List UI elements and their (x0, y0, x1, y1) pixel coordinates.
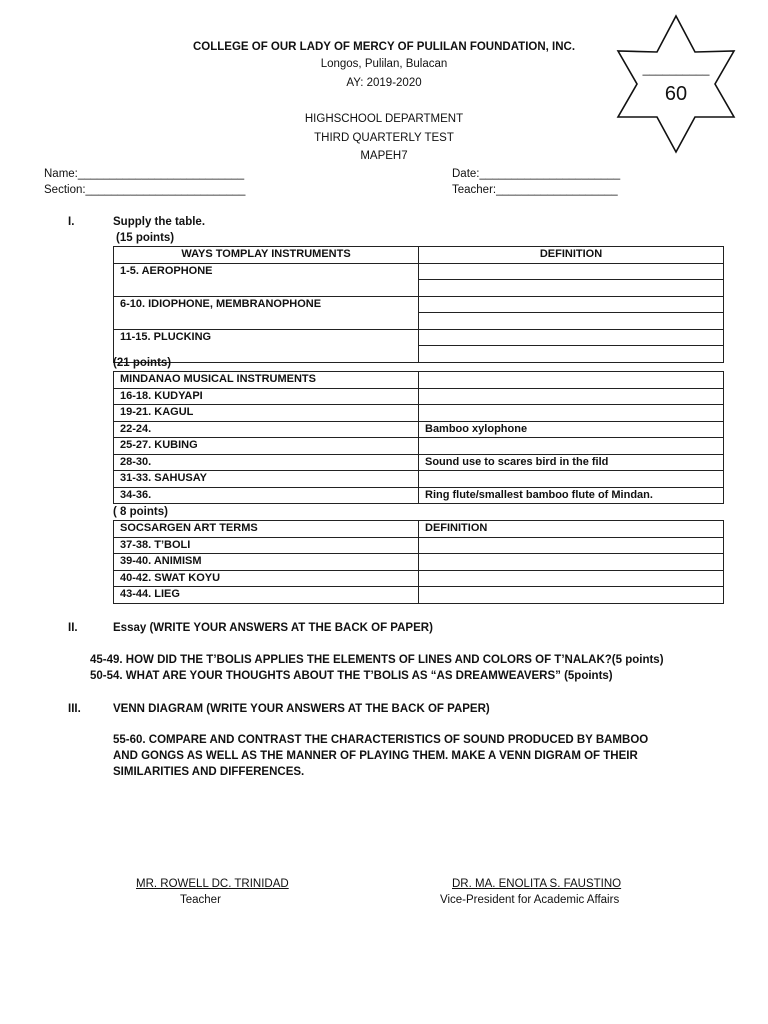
table-header-row (114, 247, 724, 264)
date-field[interactable]: Date:______________________ (452, 168, 621, 180)
teacher-signature-name: MR. ROWELL DC. TRINIDAD (136, 878, 289, 890)
department: HIGHSCHOOL DEPARTMENT (304, 113, 464, 125)
table-cell: Sound use to scares bird in the fild (419, 454, 724, 471)
table-row (114, 554, 724, 571)
table-cell: 1-5. AEROPHONE (114, 263, 419, 296)
answer-cell[interactable] (419, 296, 724, 313)
answer-cell[interactable]: 34-36. (114, 487, 419, 504)
answer-cell[interactable] (419, 313, 724, 330)
part1-points-c: ( 8 points) (113, 506, 168, 518)
answer-cell[interactable] (419, 346, 724, 363)
vp-signature-name: DR. MA. ENOLITA S. FAUSTINO (452, 878, 622, 890)
part1-number: I. (68, 216, 75, 228)
institution-address: Longos, Pulilan, Bulacan (320, 58, 448, 70)
table-row (114, 421, 724, 438)
essay-question-1: 45-49. HOW DID THE T’BOLIS APPLIES THE ELEMENTS OF LINES AND COLORS OF T’NALAK?(5 points) (90, 654, 664, 666)
section-field[interactable]: Section:_________________________ (44, 184, 246, 196)
part1-title: Supply the table. (113, 216, 206, 228)
answer-cell[interactable] (419, 438, 724, 455)
teacher-signature-role: Teacher (180, 894, 221, 906)
table-cell: 40-42. SWAT KOYU (114, 570, 419, 587)
answer-cell[interactable]: 28-30. (114, 454, 419, 471)
table-row (114, 454, 724, 471)
table-row (114, 329, 724, 346)
table-cell: 6-10. IDIOPHONE, MEMBRANOPHONE (114, 296, 419, 329)
answer-cell[interactable] (419, 554, 724, 571)
part3-title: VENN DIAGRAM (WRITE YOUR ANSWERS AT THE BACK OF PAPER) (113, 703, 490, 715)
table-row (114, 372, 724, 389)
table-row (114, 537, 724, 554)
essay-question-2: 50-54. WHAT ARE YOUR THOUGHTS ABOUT THE T’BOLIS AS “AS DREAMWEAVERS” (5points) (90, 670, 613, 682)
answer-cell[interactable] (419, 405, 724, 422)
answer-cell[interactable] (419, 570, 724, 587)
table-instruments-ways (113, 246, 724, 363)
table-row (114, 388, 724, 405)
teacher-field[interactable]: Teacher:___________________ (452, 184, 618, 196)
table-cell: 19-21. KAGUL (114, 405, 419, 422)
table-row (114, 438, 724, 455)
table-cell: 16-18. KUDYAPI (114, 388, 419, 405)
table-cell: 11-15. PLUCKING (114, 329, 419, 362)
table-header-row (114, 521, 724, 538)
table-cell: 37-38. T’BOLI (114, 537, 419, 554)
institution-name: COLLEGE OF OUR LADY OF MERCY OF PULILAN FOUNDATION, INC. (192, 41, 576, 53)
score-value: 60 (664, 83, 688, 105)
name-field[interactable]: Name:__________________________ (44, 168, 245, 180)
table-mindanao-instruments (113, 371, 724, 504)
answer-cell[interactable] (419, 471, 724, 488)
test-title: THIRD QUARTERLY TEST (314, 132, 454, 144)
table-header: DEFINITION (419, 521, 724, 538)
part2-title: Essay (WRITE YOUR ANSWERS AT THE BACK OF PAPER) (113, 622, 433, 634)
part3-number: III. (68, 703, 81, 715)
answer-cell[interactable] (419, 372, 724, 389)
answer-cell[interactable] (419, 537, 724, 554)
venn-instruction-line: SIMILARITIES AND DIFFERENCES. (113, 766, 305, 778)
table-header: DEFINITION (419, 247, 724, 264)
academic-year: AY: 2019-2020 (346, 77, 422, 89)
table-cell: Bamboo xylophone (419, 421, 724, 438)
table-header: WAYS TOMPLAY INSTRUMENTS (114, 247, 419, 264)
vp-signature-role: Vice-President for Academic Affairs (440, 894, 620, 906)
table-cell: MINDANAO MUSICAL INSTRUMENTS (114, 372, 419, 389)
answer-cell[interactable]: 22-24. (114, 421, 419, 438)
part1-points-a: (15 points) (116, 232, 175, 244)
table-row (114, 471, 724, 488)
table-cell: 31-33. SAHUSAY (114, 471, 419, 488)
table-row (114, 570, 724, 587)
table-header: SOCSARGEN ART TERMS (114, 521, 419, 538)
table-row (114, 487, 724, 504)
table-socsargen-terms (113, 520, 724, 604)
part2-number: II. (68, 622, 78, 634)
venn-instruction-line: 55-60. COMPARE AND CONTRAST THE CHARACTERISTICS OF SOUND PRODUCED BY BAMBOO (113, 734, 649, 746)
answer-cell[interactable] (419, 263, 724, 280)
answer-cell[interactable] (419, 329, 724, 346)
answer-cell[interactable] (419, 587, 724, 604)
table-row (114, 587, 724, 604)
answer-cell[interactable] (419, 388, 724, 405)
table-cell: 25-27. KUBING (114, 438, 419, 455)
table-cell: 39-40. ANIMISM (114, 554, 419, 571)
venn-instruction-line: AND GONGS AS WELL AS THE MANNER OF PLAYING THEM. MAKE A VENN DIGRAM OF THEIR (113, 750, 638, 762)
answer-cell[interactable] (419, 280, 724, 297)
table-row (114, 405, 724, 422)
subject: MAPEH7 (360, 150, 408, 162)
score-blank: __________ (642, 62, 710, 76)
table-row (114, 296, 724, 313)
part1-points-b: (21 points) (113, 357, 172, 369)
table-row (114, 263, 724, 280)
table-cell: 43-44. LIEG (114, 587, 419, 604)
table-cell: Ring flute/smallest bamboo flute of Mindan. (419, 487, 724, 504)
